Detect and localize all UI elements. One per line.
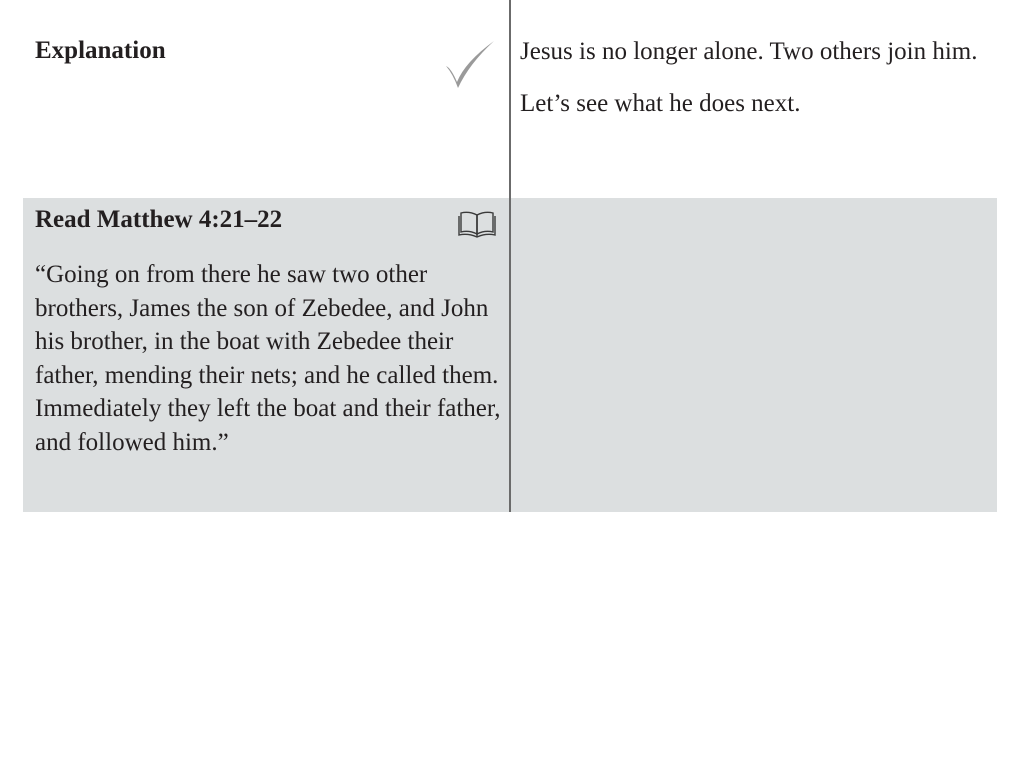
reading-label: Read Matthew 4:21–22: [35, 206, 283, 233]
open-book-icon: [457, 210, 497, 238]
column-divider: [509, 0, 511, 512]
explanation-text: [520, 35, 990, 139]
explanation-label: Explanation: [35, 37, 166, 64]
explanation-paragraph: Let’s see what he does next.: [520, 90, 801, 117]
check-mark-icon: [443, 38, 497, 92]
explanation-paragraph: Jesus is no longer alone. Two others join him.: [520, 38, 978, 65]
scripture-passage: “Going on from there he saw two other brothers, James the son of Zebedee, and John his brother, in the boat with Zebedee their father, mending their nets; and he called them. Immediately they left the boat and their father, and followed him.”: [35, 261, 501, 456]
